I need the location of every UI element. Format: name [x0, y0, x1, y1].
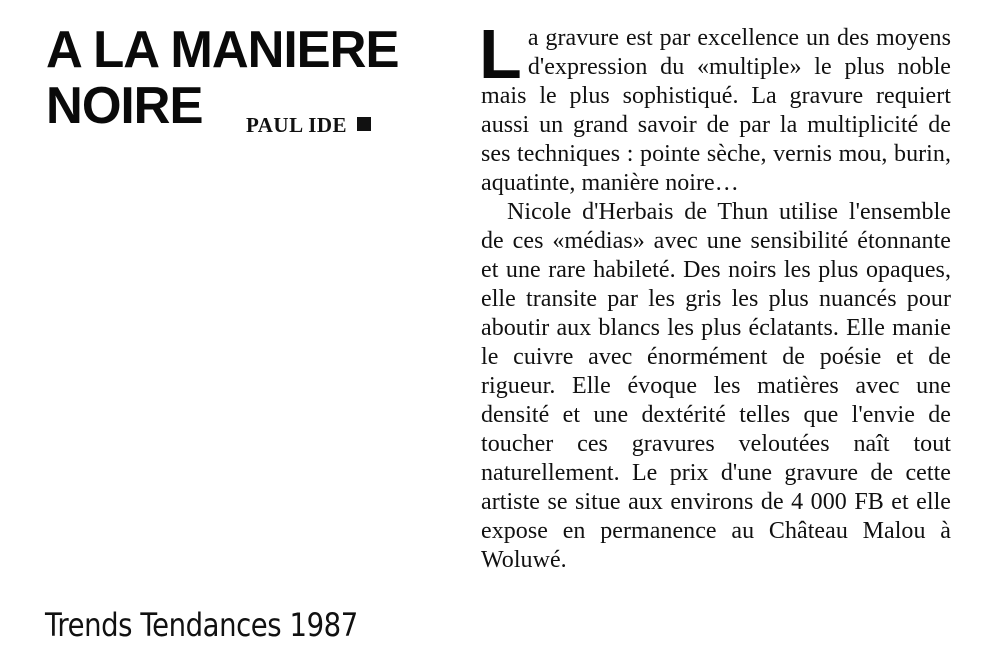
headline-line-2: NOIRE: [46, 77, 203, 135]
drop-cap: L: [479, 15, 522, 93]
article-body: [479, 15, 951, 575]
paragraph-1-text: a gravure est par excellence un des moyens d'expression du «multiple» le plus noble mais le plus sophistiqué. La gravure requiert aussi un grand savoir de par la multiplicité de ses techniques : pointe sèche, vernis mou, burin, aquatinte, manière noire…: [481, 25, 951, 196]
author-name: PAUL IDE: [246, 113, 348, 137]
paragraph-1: [479, 15, 951, 198]
paragraph-2: Nicole d'Herbais de Thun utilise l'ensemble de ces «médias» avec une sensibilité étonnante et une rare habileté. Des noirs les plus opaques, elle transite par les gris les plus nuancés pour aboutir aux blancs les plus éclatants. Elle manie le cuivre avec énormément de poésie et de rigueur. Elle évoque les matières avec une densité et une dextérité telles que l'envie de toucher ces gravures veloutées naît tout naturellement. Le prix d'une gravure de cette artiste se situe aux environs de 4 000 FB et elle expose en permanence au Château Malou à Woluwé.: [481, 199, 951, 573]
headline-line-1: A LA MANIERE: [46, 21, 399, 79]
byline: [246, 113, 371, 138]
end-square-icon: [357, 117, 371, 131]
source-caption: Trends Tendances 1987: [45, 606, 358, 644]
